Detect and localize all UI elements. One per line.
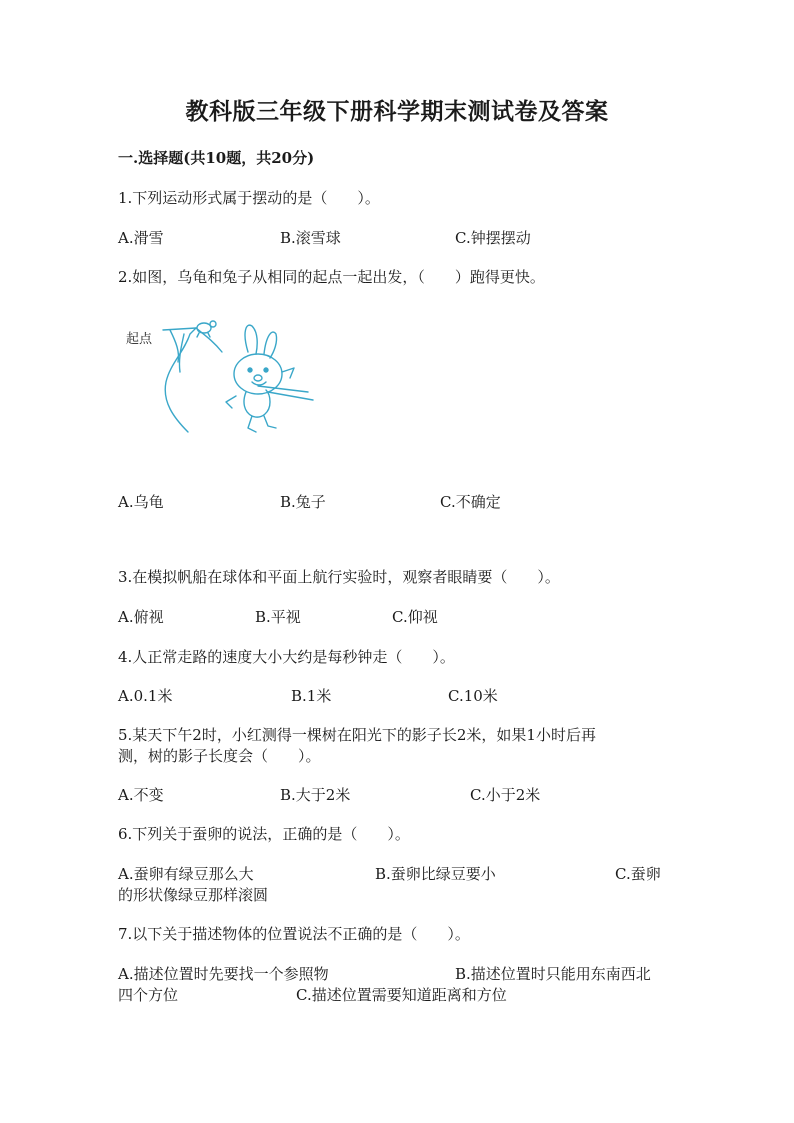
q2-option-b: B.兔子	[280, 493, 326, 511]
q6-option-c: C.蚕卵	[615, 865, 661, 883]
q6-option-c-continued: 的形状像绿豆那样滚圆	[118, 886, 269, 904]
q4-option-c: C.10米	[448, 687, 498, 705]
q3-option-c: C.仰视	[392, 608, 438, 626]
question-4-stem: 4.人正常走路的速度大小大约是每秒钟走（ ）。	[118, 648, 455, 666]
page-title: 教科版三年级下册科学期末测试卷及答案	[185, 98, 609, 125]
q5-option-b: B.大于2米	[280, 786, 351, 804]
section-heading: 一.选择题(共10题，共20分)	[118, 149, 315, 167]
question-3-stem: 3.在模拟帆船在球体和平面上航行实验时，观察者眼睛要（ ）。	[118, 568, 560, 586]
q3-option-b: B.平视	[255, 608, 301, 626]
q4-option-b: B.1米	[291, 687, 332, 705]
q2-option-c: C.不确定	[440, 493, 501, 511]
turtle-and-rabbit-race-illustration-icon	[118, 312, 328, 447]
question-5-stem-line-1: 5.某天下午2时，小红测得一棵树在阳光下的影子长2米，如果1小时后再	[118, 726, 596, 744]
q1-option-c: C.钟摆摆动	[455, 229, 531, 247]
q3-option-a: A.俯视	[118, 608, 164, 626]
q6-option-a: A.蚕卵有绿豆那么大	[118, 865, 254, 883]
q4-option-a: A.0.1米	[118, 687, 173, 705]
q7-option-a: A.描述位置时先要找一个参照物	[118, 965, 329, 983]
question-7-stem: 7.以下关于描述物体的位置说法不正确的是（ ）。	[118, 925, 470, 943]
q5-option-a: A.不变	[118, 786, 164, 804]
figure-start-label: 起点	[126, 332, 153, 347]
question-2-stem: 2.如图，乌龟和兔子从相同的起点一起出发，（ ）跑得更快。	[118, 268, 545, 286]
question-5-stem-line-2: 测，树的影子长度会（ ）。	[118, 747, 321, 765]
question-6-stem: 6.下列关于蚕卵的说法，正确的是（ ）。	[118, 825, 410, 843]
q6-option-b: B.蚕卵比绿豆要小	[375, 865, 496, 883]
q1-option-a: A.滑雪	[118, 229, 164, 247]
q7-option-c: C.描述位置需要知道距离和方位	[296, 986, 507, 1004]
q7-option-b-continued: 四个方位	[118, 986, 179, 1004]
q2-option-a: A.乌龟	[118, 493, 164, 511]
turtle-rabbit-figure	[118, 312, 328, 447]
question-1-stem: 1.下列运动形式属于摆动的是（ ）。	[118, 189, 380, 207]
q1-option-b: B.滚雪球	[280, 229, 341, 247]
q7-option-b: B.描述位置时只能用东南西北	[455, 965, 651, 983]
q5-option-c: C.小于2米	[470, 786, 541, 804]
